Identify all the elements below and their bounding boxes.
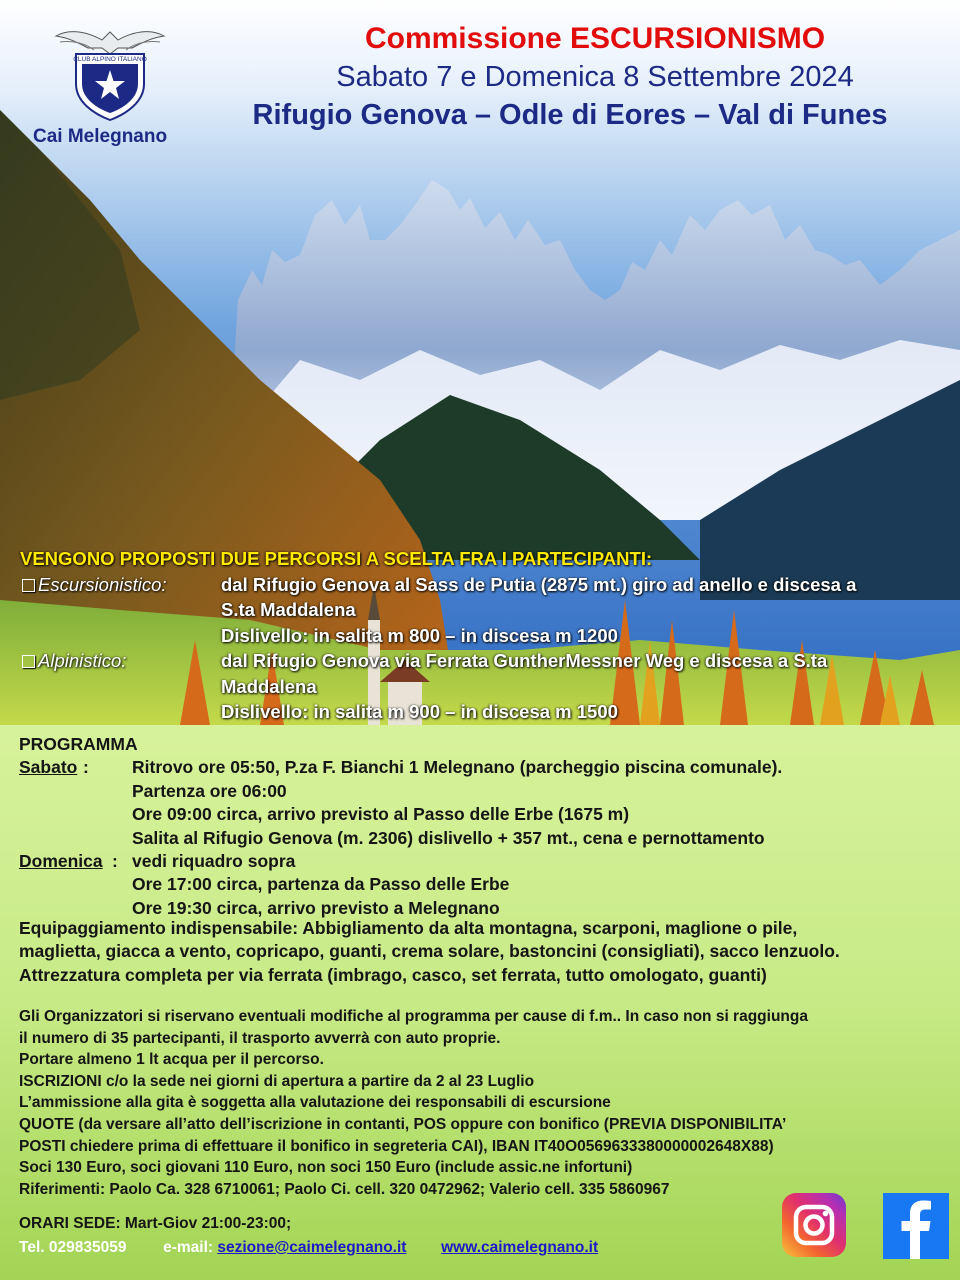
note-line: L’ammissione alla gita è soggetta alla valutazione dei responsabili di escursione	[19, 1094, 611, 1112]
checkbox-icon	[22, 655, 35, 668]
routes-intro: VENGONO PROPOSTI DUE PERCORSI A SCELTA FRA I PARTECIPANTI:	[20, 548, 653, 569]
checkbox-icon	[22, 579, 35, 592]
program-item: Ore 17:00 circa, partenza da Passo delle Erbe	[132, 874, 510, 895]
svg-text:CLUB ALPINO ITALIANO: CLUB ALPINO ITALIANO	[73, 56, 147, 63]
route-line: Maddalena	[221, 675, 317, 697]
note-line: ISCRIZIONI c/o la sede nei giorni di apertura a partire da 2 al 23 Luglio	[19, 1072, 535, 1090]
notes-section	[19, 1006, 954, 1200]
route-line: S.ta Maddalena	[221, 599, 356, 620]
equipment-line: maglietta, giacca a vento, copricapo, guanti, crema solare, bastoncini (consigliati), sacco lenzuolo.	[19, 941, 840, 962]
equipment-line: Attrezzatura completa per via ferrata (imbrago, casco, set ferrata, tutto omologato, guanti)	[19, 964, 767, 985]
note-line: QUOTE (da versare all’atto dell’iscrizione in contanti, POS oppure con bonifico (PREVIA DISPONIBILITA’	[19, 1115, 787, 1133]
program-item: Ore 19:30 circa, arrivo previsto a Melegnano	[132, 897, 500, 918]
office-hours: ORARI SEDE: Mart-Giov 21:00-23:00;	[19, 1215, 292, 1232]
program-item: Partenza ore 06:00	[132, 780, 287, 801]
route-line: Dislivello: in salita m 800 – in discesa m 1200	[221, 624, 618, 646]
program-item: Ore 09:00 circa, arrivo previsto al Passo delle Erbe (1675 m)	[132, 804, 630, 825]
contacts	[19, 1239, 598, 1257]
note-line: Gli Organizzatori si riservano eventuali modifiche al programma per cause di f.m.. In caso non si raggiunga	[19, 1008, 808, 1025]
note-line: Soci 130 Euro, soci giovani 110 Euro, non soci 150 Euro (include assic.ne infortuni)	[19, 1159, 633, 1177]
note-line: Riferimenti: Paolo Ca. 328 6710061; Paolo Ci. cell. 320 0472962; Valerio cell. 335 5860967	[19, 1180, 670, 1198]
program-item: Salita al Rifugio Genova (m. 2306) dislivello + 357 mt., cena e pernottamento	[132, 827, 765, 848]
routes-section	[20, 546, 960, 725]
event-destination: Rifugio Genova – Odle di Eores – Val di Funes	[252, 99, 888, 131]
note-line: il numero di 35 partecipanti, il trasporto avverrà con auto proprie.	[19, 1029, 501, 1047]
instagram-icon[interactable]	[782, 1193, 846, 1257]
commission-title: Commissione ESCURSIONISMO	[364, 22, 826, 55]
equipment-section	[19, 917, 954, 987]
program-heading: PROGRAMMA	[19, 734, 138, 754]
phone-number: Tel. 029835059	[19, 1239, 127, 1256]
facebook-icon[interactable]	[883, 1193, 949, 1259]
program-row: Sabato : Ritrovo ore 05:50, P.za F. Bianchi 1 Melegnano (parcheggio piscina comunale).	[19, 757, 783, 778]
route-line: Dislivello: in salita m 900 – in discesa m 1500	[221, 701, 618, 722]
note-line: Portare almeno 1 lt acqua per il percorso.	[19, 1051, 324, 1069]
route-escursionistico: Escursionistico: dal Rifugio Genova al Sass de Putia (2875 mt.) giro ad anello e discesa a	[20, 572, 960, 598]
cai-logo-icon	[50, 22, 170, 122]
equipment-line: Equipaggiamento indispensabile: Abbigliamento da alta montagna, scarponi, maglione o pile,	[19, 918, 798, 938]
email-link[interactable]: sezione@caimelegnano.it	[217, 1239, 407, 1256]
program-section	[19, 733, 954, 920]
route-alpinistico: Alpinistico: dal Rifugio Genova via Ferrata GuntherMessner Weg e discesa a S.ta	[20, 648, 960, 674]
email-label: e-mail:	[163, 1239, 218, 1256]
org-name: Cai Melegnano	[33, 126, 168, 147]
program-row: Domenica : vedi riquadro sopra	[19, 850, 296, 871]
event-dates: Sabato 7 e Domenica 8 Settembre 2024	[336, 61, 854, 93]
note-line: POSTI chiedere prima di effettuare il bonifico in segreteria CAI), IBAN IT40O0569633380000002648X88)	[19, 1137, 774, 1155]
website-link[interactable]: www.caimelegnano.it	[441, 1239, 599, 1256]
